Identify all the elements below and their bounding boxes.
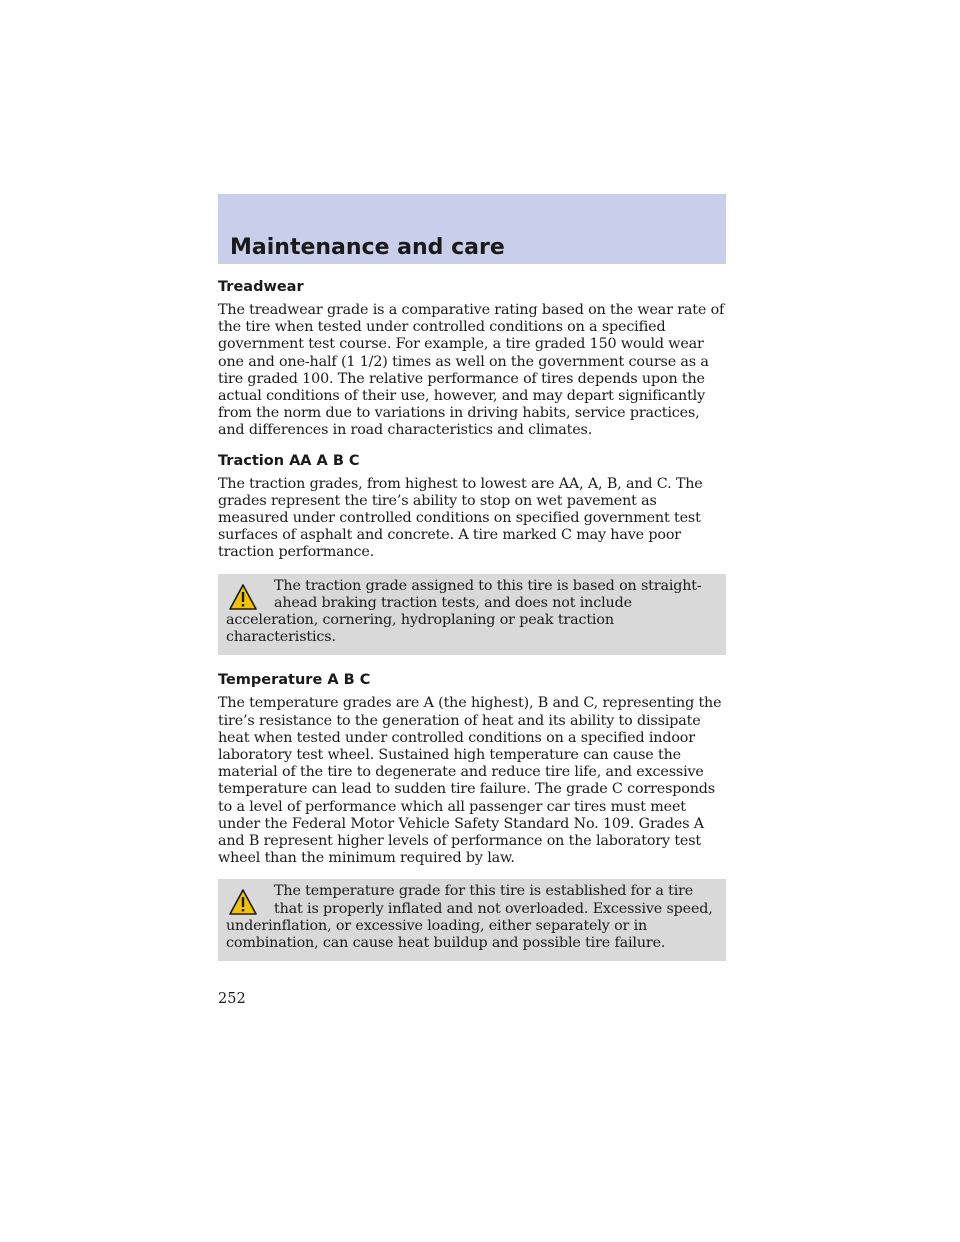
traction-paragraph: The traction grades, from highest to lowest are AA, A, B, and C. The grades represent the tire’s ability to stop on wet pavement as measured under controlled conditions on specified government test surfaces of asphalt and concrete. A tire marked C may have poor traction performance. (218, 475, 703, 561)
temperature-paragraph: The temperature grades are A (the highest), B and C, representing the tire’s resistance to the generation of heat and its ability to dissipate heat when tested under controlled conditions on a specified indoor laboratory test wheel. Sustained high temperature can cause the material of the tire to degenerate and reduce tire life, and excessive temperature can lead to sudden tire failure. The grade C corresponds to a level of performance which all passenger car tires must meet under the Federal Motor Vehicle Safety Standard No. 109. Grades A and B represent higher levels of performance on the laboratory test wheel than the minimum required by law. (218, 695, 722, 867)
traction-heading: Traction AA A B C (218, 452, 360, 469)
temperature-warning-text: The temperature grade for this tire is established for a tire that is properly inflated and not overloaded. Excessive speed, underinflation, or excessive loading, either separately or in combination, can cause heat buildup and possible tire failure. (226, 883, 713, 952)
traction-warning-box (218, 574, 726, 656)
section-title: Maintenance and care (230, 235, 505, 260)
warning-triangle-icon (228, 583, 258, 611)
page-number: 252 (218, 991, 246, 1007)
traction-warning-text: The traction grade assigned to this tire is based on straight-ahead braking traction tests, and does not include acceleration, cornering, hydroplaning or peak traction characteristics. (226, 577, 702, 646)
treadwear-paragraph: The treadwear grade is a comparative rating based on the wear rate of the tire when tested under controlled conditions on a specified government test course. For example, a tire graded 150 would wear one and one-half (1 1/2) times as well on the government course as a tire graded 100. The relative performance of tires depends upon the actual conditions of their use, however, and may depart significantly from the norm due to variations in driving habits, service practices, and differences in road characteristics and climates. (218, 302, 725, 439)
temperature-warning-box (218, 879, 726, 961)
section-header-band (218, 194, 726, 264)
page-content (218, 278, 726, 977)
warning-triangle-icon (228, 888, 258, 916)
treadwear-heading: Treadwear (218, 279, 304, 295)
temperature-heading: Temperature A B C (218, 672, 371, 689)
